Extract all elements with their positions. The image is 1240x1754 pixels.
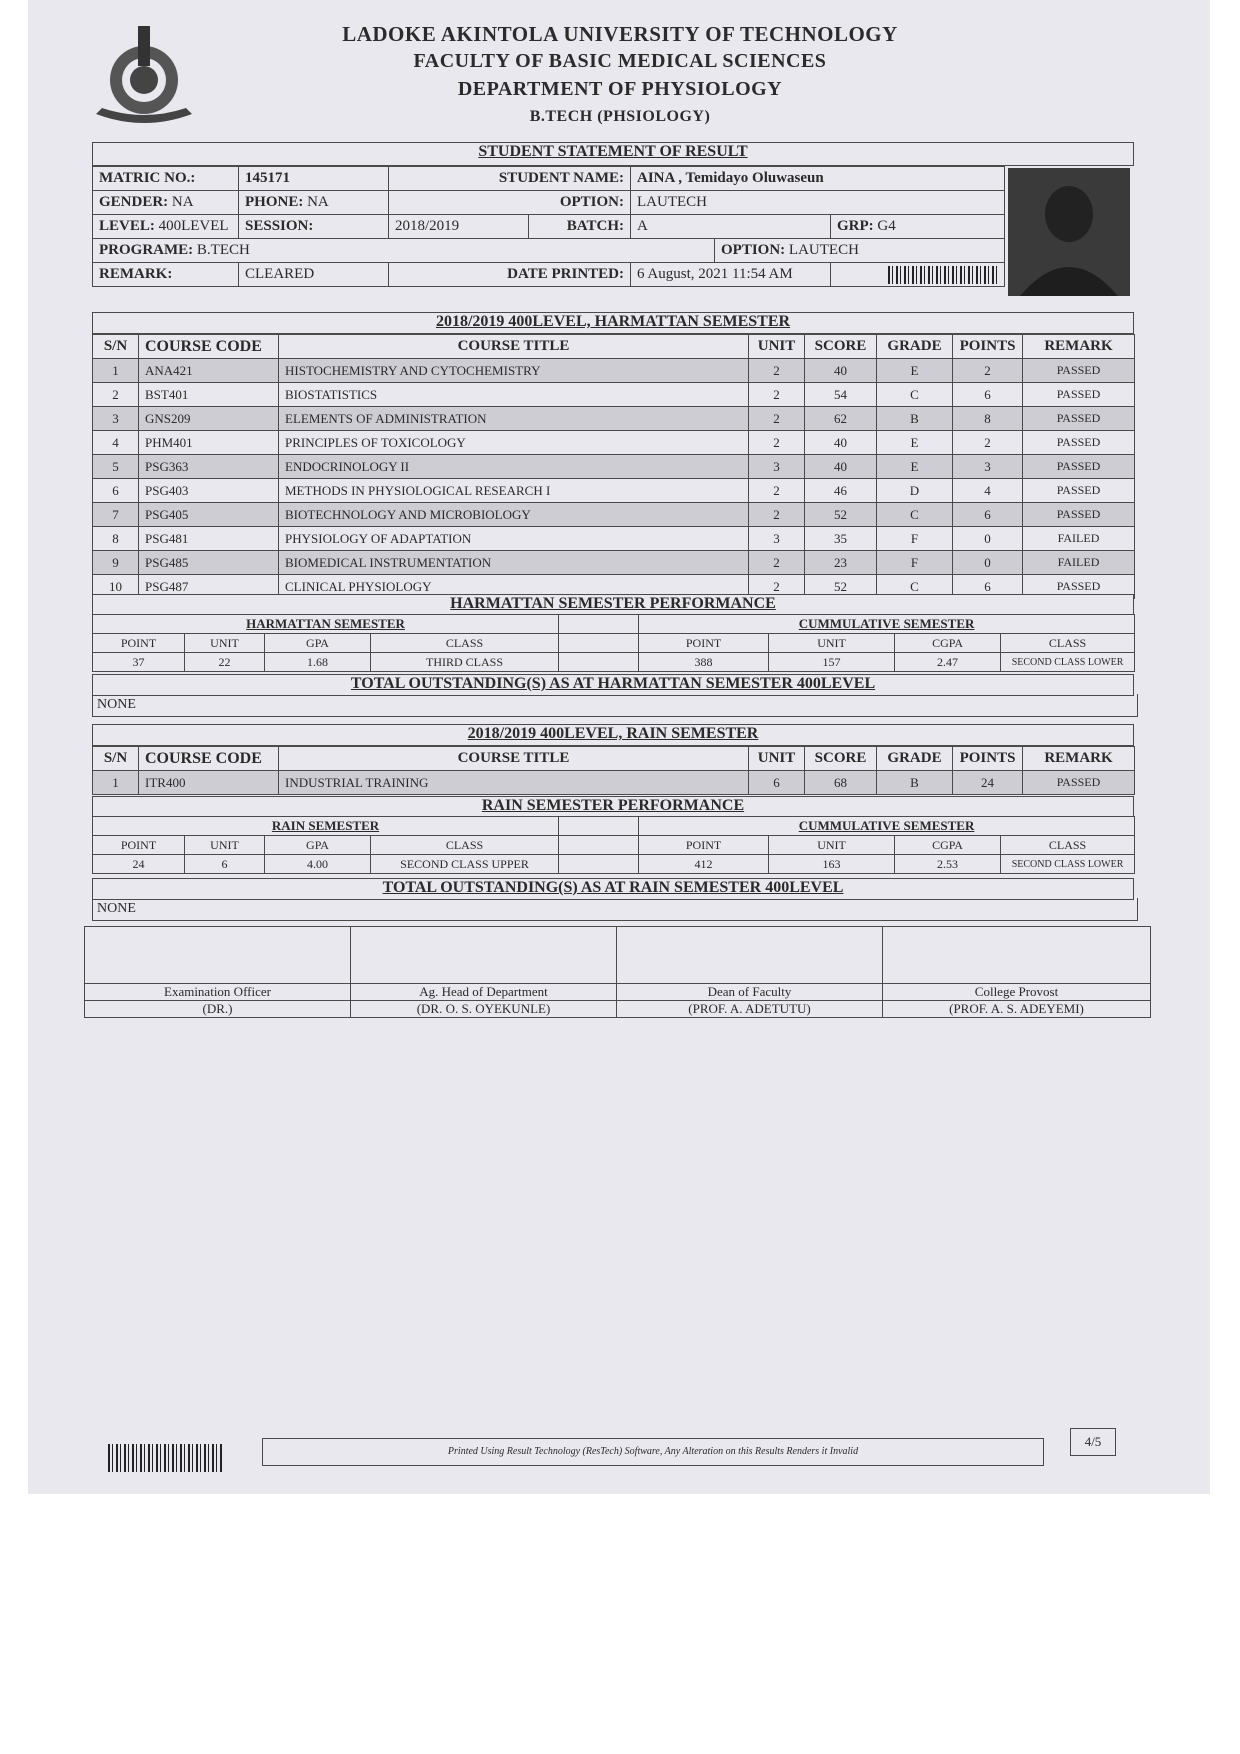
- date-value: 6 August, 2021 11:54 AM: [631, 263, 831, 287]
- course-points: 2: [953, 359, 1023, 383]
- course-sn: 8: [93, 527, 139, 551]
- course-remark: PASSED: [1023, 503, 1135, 527]
- course-points: 8: [953, 407, 1023, 431]
- course-remark: PASSED: [1023, 407, 1135, 431]
- col-remark: REMARK: [1023, 335, 1135, 359]
- course-points: 0: [953, 551, 1023, 575]
- rain-col-grade: GRADE: [877, 747, 953, 771]
- name-label: STUDENT NAME:: [389, 167, 631, 191]
- rain-course-row: [93, 771, 1135, 795]
- course-title: INDUSTRIAL TRAINING: [279, 771, 749, 795]
- col-title: COURSE TITLE: [279, 335, 749, 359]
- student-photo: [1008, 168, 1130, 296]
- course-score: 46: [805, 479, 877, 503]
- course-points: 6: [953, 503, 1023, 527]
- course-grade: C: [877, 575, 953, 599]
- perf-class-h: CLASS: [371, 634, 559, 653]
- course-sn: 1: [93, 359, 139, 383]
- option-value: LAUTECH: [631, 191, 1005, 215]
- course-points: 24: [953, 771, 1023, 795]
- course-grade: D: [877, 479, 953, 503]
- harmattan-cum-label: CUMMULATIVE SEMESTER: [639, 615, 1135, 634]
- harmattan-course-row: [93, 431, 1135, 455]
- session-label: SESSION:: [245, 218, 314, 234]
- sig-role-4: College Provost: [883, 984, 1151, 1001]
- course-points: 4: [953, 479, 1023, 503]
- session-value: 2018/2019: [389, 215, 529, 239]
- harmattan-sem-label: HARMATTAN SEMESTER: [93, 615, 559, 634]
- course-score: 68: [805, 771, 877, 795]
- rain-perf-point: 24: [93, 855, 185, 874]
- course-unit: 2: [749, 503, 805, 527]
- remark-label: REMARK:: [99, 266, 173, 282]
- barcode-footer: [108, 1444, 224, 1472]
- course-grade: F: [877, 527, 953, 551]
- course-title: BIOSTATISTICS: [279, 383, 749, 407]
- perf-unit: 22: [185, 653, 265, 672]
- course-code: PSG481: [139, 527, 279, 551]
- course-grade: F: [877, 551, 953, 575]
- harmattan-perf-table: [92, 614, 1135, 672]
- sig-space-1: [85, 927, 351, 984]
- course-sn: 4: [93, 431, 139, 455]
- harmattan-outstanding-title: TOTAL OUTSTANDING(S) AS AT HARMATTAN SEMESTER 400LEVEL: [92, 674, 1134, 696]
- harmattan-course-row: [93, 503, 1135, 527]
- course-title: METHODS IN PHYSIOLOGICAL RESEARCH I: [279, 479, 749, 503]
- harmattan-courses-table: [92, 334, 1135, 599]
- gender-value: NA: [171, 194, 194, 210]
- course-score: 52: [805, 503, 877, 527]
- harmattan-course-row: [93, 527, 1135, 551]
- option-label: OPTION:: [389, 191, 631, 215]
- rain-sem-label: RAIN SEMESTER: [93, 817, 559, 836]
- harmattan-course-row: [93, 359, 1135, 383]
- course-remark: PASSED: [1023, 359, 1135, 383]
- rain-perf-gpa: 4.00: [265, 855, 371, 874]
- rain-perf-cpoint: 412: [639, 855, 769, 874]
- rain-perf-cclass-h: CLASS: [1001, 836, 1135, 855]
- sig-role-2: Ag. Head of Department: [351, 984, 617, 1001]
- harmattan-course-row: [93, 455, 1135, 479]
- course-sn: 5: [93, 455, 139, 479]
- course-points: 0: [953, 527, 1023, 551]
- course-unit: 2: [749, 359, 805, 383]
- perf-class: THIRD CLASS: [371, 653, 559, 672]
- course-grade: C: [877, 383, 953, 407]
- col-grade: GRADE: [877, 335, 953, 359]
- perf-cpoint: 388: [639, 653, 769, 672]
- rain-outstanding-title: TOTAL OUTSTANDING(S) AS AT RAIN SEMESTER 400LEVEL: [92, 878, 1134, 900]
- perf-cgpa-h: CGPA: [895, 634, 1001, 653]
- rain-perf-class-h: CLASS: [371, 836, 559, 855]
- course-score: 40: [805, 455, 877, 479]
- sig-space-2: [351, 927, 617, 984]
- course-remark: FAILED: [1023, 551, 1135, 575]
- perf-point-h: POINT: [93, 634, 185, 653]
- course-code: ITR400: [139, 771, 279, 795]
- rain-perf-table: [92, 816, 1135, 874]
- rain-perf-cpoint-h: POINT: [639, 836, 769, 855]
- course-remark: PASSED: [1023, 575, 1135, 599]
- course-remark: PASSED: [1023, 431, 1135, 455]
- course-title: HISTOCHEMISTRY AND CYTOCHEMISTRY: [279, 359, 749, 383]
- rain-title: 2018/2019 400LEVEL, RAIN SEMESTER: [92, 724, 1134, 746]
- course-score: 62: [805, 407, 877, 431]
- course-grade: B: [877, 407, 953, 431]
- sig-name-3: (PROF. A. ADETUTU): [617, 1001, 883, 1018]
- course-title: BIOMEDICAL INSTRUMENTATION: [279, 551, 749, 575]
- rain-perf-unit: 6: [185, 855, 265, 874]
- level-label: LEVEL:: [99, 218, 155, 234]
- harmattan-title: 2018/2019 400LEVEL, HARMATTAN SEMESTER: [92, 312, 1134, 334]
- course-score: 35: [805, 527, 877, 551]
- course-grade: E: [877, 431, 953, 455]
- course-sn: 1: [93, 771, 139, 795]
- course-score: 54: [805, 383, 877, 407]
- sig-role-3: Dean of Faculty: [617, 984, 883, 1001]
- course-title: CLINICAL PHYSIOLOGY: [279, 575, 749, 599]
- rain-col-remark: REMARK: [1023, 747, 1135, 771]
- rain-perf-gpa-h: GPA: [265, 836, 371, 855]
- course-grade: E: [877, 455, 953, 479]
- harmattan-course-row: [93, 407, 1135, 431]
- course-sn: 3: [93, 407, 139, 431]
- programme-label: PROGRAME:: [99, 242, 194, 258]
- perf-cunit: 157: [769, 653, 895, 672]
- rain-col-points: POINTS: [953, 747, 1023, 771]
- perf-cunit-h: UNIT: [769, 634, 895, 653]
- grp-value: G4: [877, 218, 896, 234]
- matric-label: MATRIC NO.:: [93, 167, 239, 191]
- harmattan-course-row: [93, 479, 1135, 503]
- date-label: DATE PRINTED:: [389, 263, 631, 287]
- perf-cclass-h: CLASS: [1001, 634, 1135, 653]
- course-remark: PASSED: [1023, 771, 1135, 795]
- course-title: ENDOCRINOLOGY II: [279, 455, 749, 479]
- matric-value: 145171: [239, 167, 389, 191]
- course-title: PRINCIPLES OF TOXICOLOGY: [279, 431, 749, 455]
- course-score: 40: [805, 431, 877, 455]
- name-value: AINA , Temidayo Oluwaseun: [631, 167, 1005, 191]
- harmattan-perf-title: HARMATTAN SEMESTER PERFORMANCE: [92, 594, 1134, 615]
- remark-value: CLEARED: [239, 263, 389, 287]
- option2-value: LAUTECH: [788, 242, 859, 258]
- course-grade: B: [877, 771, 953, 795]
- sig-space-4: [883, 927, 1151, 984]
- program-name: B.TECH (PHSIOLOGY): [529, 108, 711, 125]
- course-unit: 3: [749, 455, 805, 479]
- rain-courses-table: [92, 746, 1135, 795]
- sig-role-1: Examination Officer: [85, 984, 351, 1001]
- rain-perf-unit-h: UNIT: [185, 836, 265, 855]
- perf-point: 37: [93, 653, 185, 672]
- course-unit: 6: [749, 771, 805, 795]
- barcode-small: [888, 266, 998, 284]
- course-code: PSG363: [139, 455, 279, 479]
- course-score: 40: [805, 359, 877, 383]
- col-code: COURSE CODE: [139, 335, 279, 359]
- level-value: 400LEVEL: [158, 218, 229, 234]
- course-code: BST401: [139, 383, 279, 407]
- footer-note: Printed Using Result Technology (ResTech) Software, Any Alteration on this Results Renders it Invalid: [262, 1438, 1044, 1466]
- col-score: SCORE: [805, 335, 877, 359]
- grp-label: GRP:: [837, 218, 874, 234]
- course-grade: C: [877, 503, 953, 527]
- course-title: ELEMENTS OF ADMINISTRATION: [279, 407, 749, 431]
- perf-cclass: SECOND CLASS LOWER: [1001, 653, 1135, 672]
- course-sn: 7: [93, 503, 139, 527]
- university-name: LADOKE AKINTOLA UNIVERSITY OF TECHNOLOGY: [342, 22, 898, 46]
- course-sn: 10: [93, 575, 139, 599]
- course-points: 2: [953, 431, 1023, 455]
- rain-perf-cgpa-h: CGPA: [895, 836, 1001, 855]
- rain-perf-cgpa: 2.53: [895, 855, 1001, 874]
- batch-value: A: [631, 215, 831, 239]
- perf-unit-h: UNIT: [185, 634, 265, 653]
- course-code: PSG403: [139, 479, 279, 503]
- col-unit: UNIT: [749, 335, 805, 359]
- course-unit: 2: [749, 383, 805, 407]
- col-points: POINTS: [953, 335, 1023, 359]
- rain-col-title: COURSE TITLE: [279, 747, 749, 771]
- department-name: DEPARTMENT OF PHYSIOLOGY: [457, 78, 783, 100]
- course-title: PHYSIOLOGY OF ADAPTATION: [279, 527, 749, 551]
- course-unit: 3: [749, 527, 805, 551]
- sig-space-3: [617, 927, 883, 984]
- perf-cgpa: 2.47: [895, 653, 1001, 672]
- programme-value: B.TECH: [196, 242, 250, 258]
- phone-label: PHONE:: [245, 194, 304, 210]
- rain-perf-point-h: POINT: [93, 836, 185, 855]
- harmattan-course-row: [93, 383, 1135, 407]
- course-code: ANA421: [139, 359, 279, 383]
- rain-perf-cclass: SECOND CLASS LOWER: [1001, 855, 1135, 874]
- phone-value: NA: [307, 194, 329, 210]
- course-title: BIOTECHNOLOGY AND MICROBIOLOGY: [279, 503, 749, 527]
- course-score: 23: [805, 551, 877, 575]
- rain-cum-label: CUMMULATIVE SEMESTER: [639, 817, 1135, 836]
- perf-cpoint-h: POINT: [639, 634, 769, 653]
- sig-name-4: (PROF. A. S. ADEYEMI): [883, 1001, 1151, 1018]
- course-remark: PASSED: [1023, 479, 1135, 503]
- course-code: PHM401: [139, 431, 279, 455]
- course-sn: 9: [93, 551, 139, 575]
- sig-name-1: (DR.): [85, 1001, 351, 1018]
- rain-col-sn: S/N: [93, 747, 139, 771]
- rain-perf-class: SECOND CLASS UPPER: [371, 855, 559, 874]
- course-points: 6: [953, 383, 1023, 407]
- course-code: PSG487: [139, 575, 279, 599]
- course-unit: 2: [749, 431, 805, 455]
- sig-name-2: (DR. O. S. OYEKUNLE): [351, 1001, 617, 1018]
- rain-col-unit: UNIT: [749, 747, 805, 771]
- course-unit: 2: [749, 407, 805, 431]
- perf-gpa: 1.68: [265, 653, 371, 672]
- perf-gpa-h: GPA: [265, 634, 371, 653]
- statement-title: STUDENT STATEMENT OF RESULT: [92, 142, 1134, 166]
- signature-table: [84, 926, 1151, 1018]
- course-remark: PASSED: [1023, 383, 1135, 407]
- course-unit: 2: [749, 551, 805, 575]
- gender-label: GENDER:: [99, 194, 169, 210]
- course-unit: 2: [749, 575, 805, 599]
- rain-col-score: SCORE: [805, 747, 877, 771]
- course-sn: 2: [93, 383, 139, 407]
- course-remark: FAILED: [1023, 527, 1135, 551]
- course-code: PSG485: [139, 551, 279, 575]
- rain-perf-title: RAIN SEMESTER PERFORMANCE: [92, 796, 1134, 817]
- course-grade: E: [877, 359, 953, 383]
- faculty-name: FACULTY OF BASIC MEDICAL SCIENCES: [413, 50, 827, 72]
- course-points: 6: [953, 575, 1023, 599]
- col-sn: S/N: [93, 335, 139, 359]
- harmattan-header-row: [93, 335, 1135, 359]
- harmattan-outstanding-value: NONE: [92, 694, 1138, 717]
- course-code: GNS209: [139, 407, 279, 431]
- student-info-table: [92, 166, 1005, 287]
- course-sn: 6: [93, 479, 139, 503]
- rain-perf-cunit-h: UNIT: [769, 836, 895, 855]
- harmattan-course-row: [93, 551, 1135, 575]
- option2-label: OPTION:: [721, 242, 786, 258]
- rain-perf-cunit: 163: [769, 855, 895, 874]
- course-unit: 2: [749, 479, 805, 503]
- course-score: 52: [805, 575, 877, 599]
- batch-label: BATCH:: [529, 215, 631, 239]
- rain-outstanding-value: NONE: [92, 898, 1138, 921]
- course-code: PSG405: [139, 503, 279, 527]
- rain-col-code: COURSE CODE: [139, 747, 279, 771]
- course-points: 3: [953, 455, 1023, 479]
- course-remark: PASSED: [1023, 455, 1135, 479]
- page-number: 4/5: [1070, 1428, 1116, 1456]
